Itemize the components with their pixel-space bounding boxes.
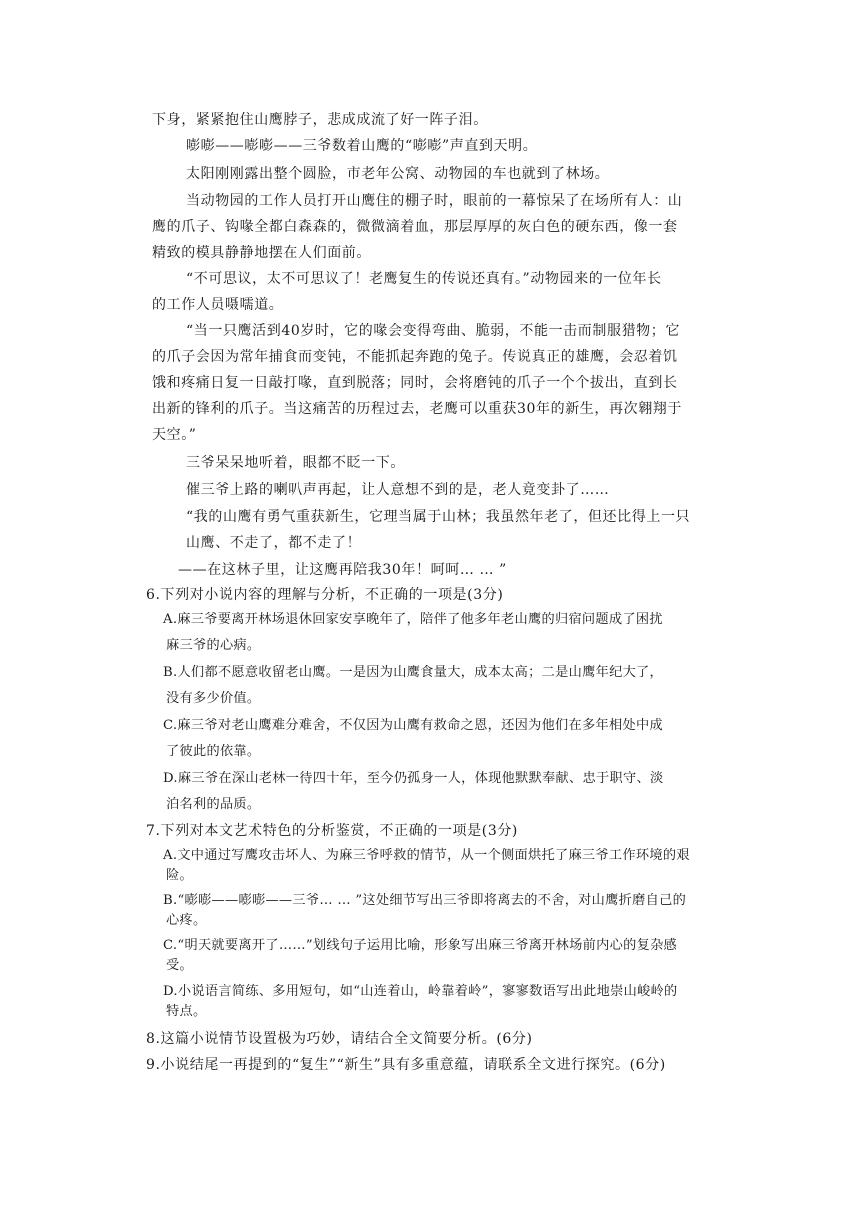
q6-option-c: 了彼此的依靠。: [166, 744, 261, 759]
q7-option-a: 险。: [166, 868, 193, 883]
passage-line: 太阳刚刚露出整个圆脸，市老年公窝、动物园的车也就到了林场。: [186, 166, 610, 182]
passage-line: 三爷呆呆地听着，眼都不眨一下。: [186, 455, 405, 471]
q6-option-b: 没有多少价值。: [166, 691, 261, 706]
passage-line: “我的山鹰有勇气重获新生，它理当属于山林；我虽然年老了，但还比得上一只: [186, 509, 691, 525]
question-6-stem: 6.下列对小说内容的理解与分析，不正确的一项是(3分): [146, 587, 504, 603]
passage-line: 山鹰、不走了，都不走了！: [186, 535, 362, 551]
question-7-stem: 7.下列对本文艺术特色的分析鉴赏，不正确的一项是(3分): [146, 823, 518, 839]
passage-line: 的爪子会因为常年捕食而变钝，不能抓起奔跑的兔子。传说真正的雄鹰，会忍着饥: [152, 349, 678, 365]
passage-line: 嘭嘭——嘭嘭——三爷数着山鹰的“嘭嘭”声直到天明。: [186, 138, 538, 154]
q7-option-d: D.小说语言简练、多用短句，如“山连着山，岭靠着岭”，寥寥数语写出此地崇山峻岭的: [163, 984, 678, 999]
passage-line: 的工作人员嗫嚅道。: [152, 297, 284, 313]
passage-line: “当一只鹰活到40岁时，它的喙会变得弯曲、脆弱，不能一击而制服猎物；它: [186, 323, 680, 339]
passage-line: 下身，紧紧抱住山鹰脖子，悲成成流了好一阵子泪。: [152, 112, 488, 128]
passage-line: “不可思议，太不可思议了！老鹰复生的传说还真有。”动物园来的一位年长: [186, 271, 662, 287]
passage-line: 出新的锋利的爪子。当这痛苦的历程过去，老鹰可以重获30年的新生，再次翱翔于: [152, 401, 683, 417]
q7-option-b: 心疼。: [166, 913, 207, 928]
q6-option-b: B.人们都不愿意收留老山鹰。一是因为山鹰食量大，成本太高；二是山鹰年纪大了，: [163, 665, 664, 680]
q7-option-c: C.“明天就要离开了……”划线句子运用比喻，形象写出麻三爷离开林场前内心的复杂感: [163, 938, 678, 953]
passage-line: 鹰的爪子、钩喙全都白森森的，微微滴着血，那层厚厚的灰白色的硬东西，像一套: [152, 219, 678, 235]
q6-option-a: A.麻三爷要离开林场退休回家安享晚年了，陪伴了他多年老山鹰的归宿问题成了困扰: [163, 612, 663, 627]
passage-line: ——在这林子里，让这鹰再陪我30年！呵呵… … ”: [178, 562, 507, 578]
q6-option-c: C.麻三爷对老山鹰难分难舍，不仅因为山鹰有救命之恩，还因为他们在多年相处中成: [163, 718, 663, 733]
q6-option-a: 麻三爷的心病。: [166, 638, 261, 653]
q6-option-d: 泊名利的品质。: [166, 797, 261, 812]
q7-option-a: A.文中通过写鹰攻击坏人、为麻三爷呼救的情节，从一个侧面烘托了麻三爷工作环境的艰: [163, 848, 690, 863]
passage-line: 天空。”: [152, 427, 197, 443]
passage-line: 饿和疼痛日复一日敲打喙，直到脱落；同时，会将磨钝的爪子一个个拔出，直到长: [152, 375, 678, 391]
q7-option-d: 特点。: [166, 1004, 207, 1019]
question-9-stem: 9.小说结尾一再提到的“复生”“新生”具有多重意蕴，请联系全文进行探究。(6分): [146, 1057, 666, 1073]
q7-option-b: B.“嘭嘭——嘭嘭——三爷… … ”这处细节写出三爷即将离去的不舍，对山鹰折磨自己的: [163, 893, 687, 908]
q7-option-c: 受。: [166, 958, 193, 973]
q6-option-d: D.麻三爷在深山老林一待四十年，至今仍孤身一人，体现他默默奉献、忠于职守、淡: [163, 771, 664, 786]
passage-line: 催三爷上路的喇叭声再起，让人意想不到的是，老人竟变卦了……: [186, 482, 610, 498]
passage-line: 精致的模具静静地摆在人们面前。: [152, 245, 371, 261]
question-8-stem: 8.这篇小说情节设置极为巧妙，请结合全文简要分析。(6分): [146, 1031, 533, 1047]
passage-line: 当动物园的工作人员打开山鹰住的棚子时，眼前的一幕惊呆了在场所有人：山: [186, 193, 683, 209]
